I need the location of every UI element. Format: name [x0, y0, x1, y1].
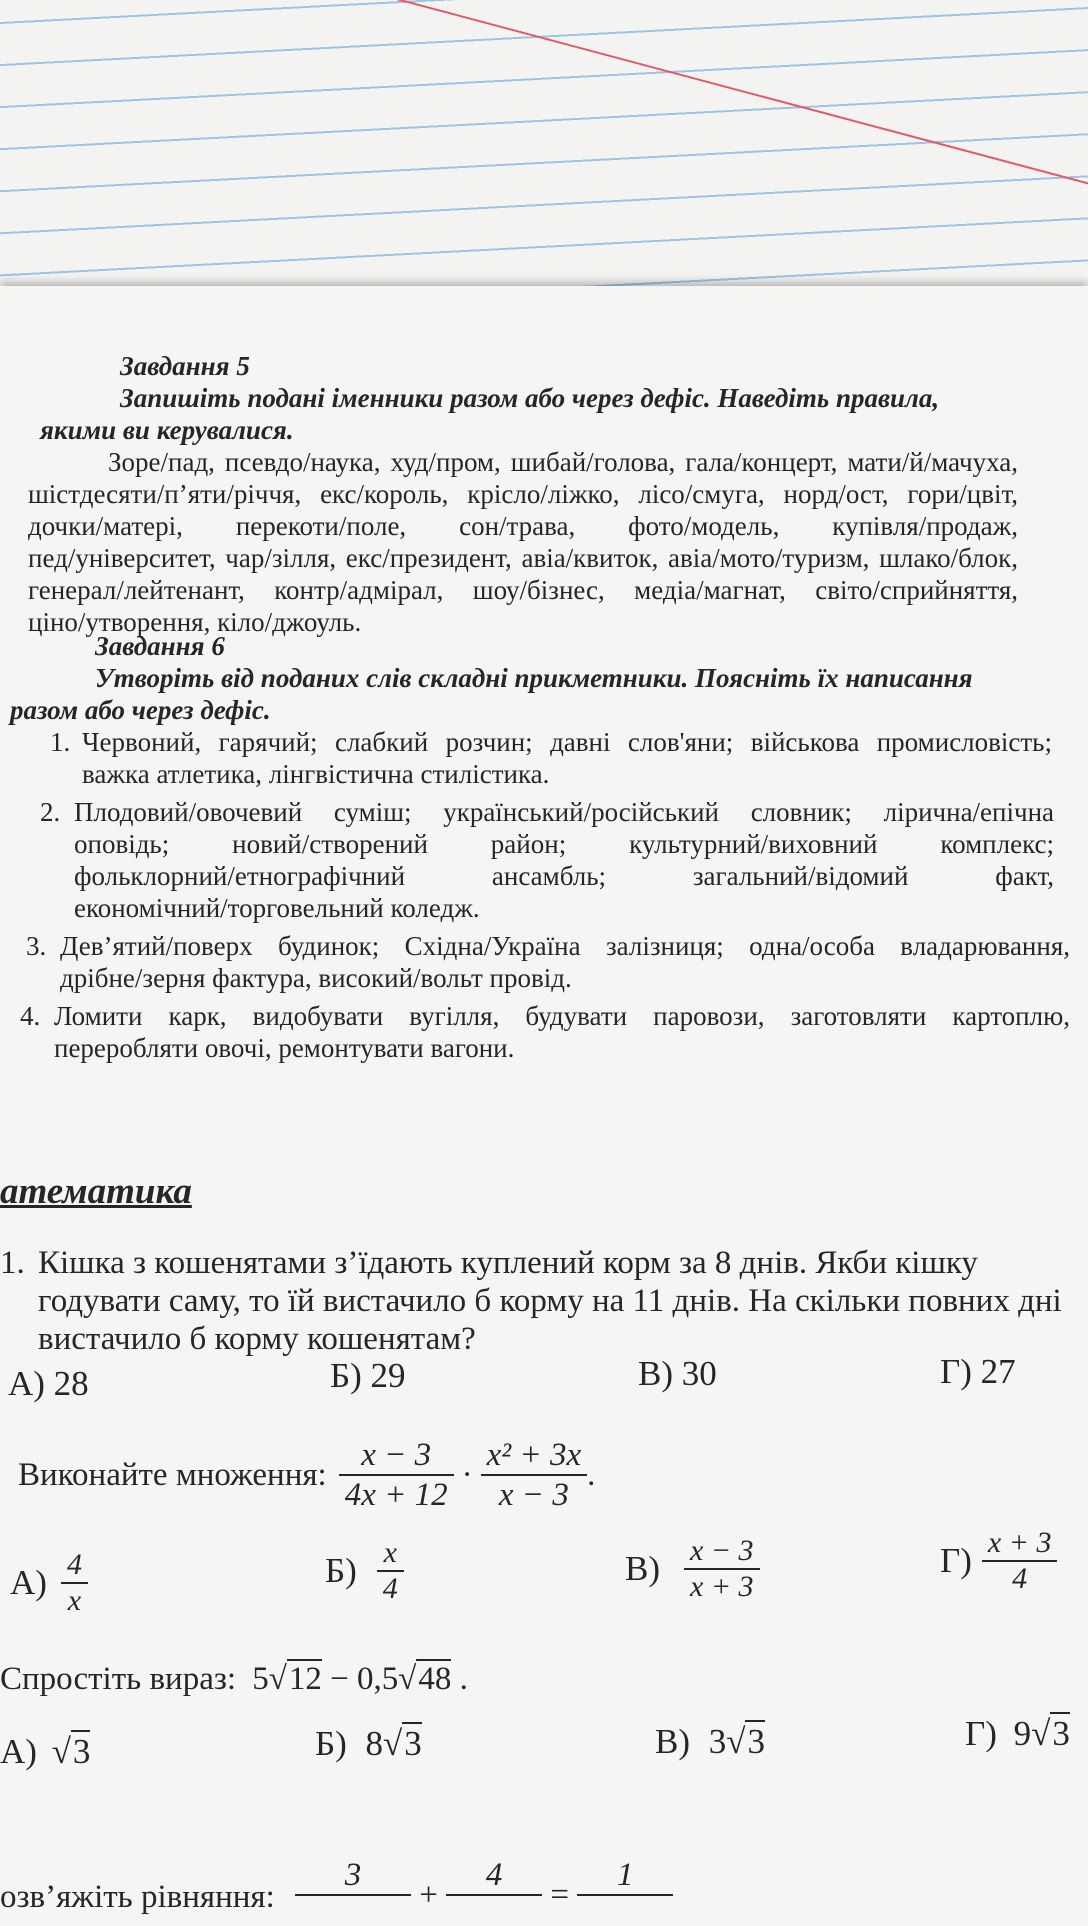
task5-title: Завдання 5 — [120, 351, 250, 381]
q4-line: озв’яжіть рівняння: 3 + 4 = 1 — [0, 1856, 673, 1916]
task6-instruction: Утворіть від поданих слів складні прикметники. Поясніть їх написання разом або через дефіс. — [10, 663, 973, 725]
task6-items — [20, 726, 1070, 1064]
task5-line: дочки/матері, перекоти/поле, сон/трава, фото/модель, купівля/продаж, — [28, 511, 1018, 541]
q3-option-d[interactable]: Г) 9√3 — [965, 1714, 1070, 1753]
q2-fraction-1: $\frac{x - 3}{4x + 12}$ — [339, 1436, 454, 1514]
q4-label: озв’яжіть рівняння: — [0, 1879, 275, 1915]
q2-label: Виконайте множення: — [18, 1457, 327, 1493]
math-section-title: атематика — [0, 1171, 192, 1212]
q1-option-b[interactable]: Б) 29 — [330, 1356, 406, 1395]
q2-option-b[interactable]: Б) $\frac{x}{4}$ — [325, 1536, 404, 1606]
q3-option-c[interactable]: В) 3√3 — [655, 1722, 765, 1761]
q1-number: 1. — [0, 1245, 25, 1281]
task5-instruction: Запишіть подані іменники разом або через дефіс. Наведіть правила, якими ви керувалися. — [40, 383, 940, 445]
q3-label: Спростіть вираз: — [0, 1661, 237, 1697]
q2-option-a[interactable]: А) $\frac{4}{x}$ — [10, 1548, 88, 1618]
task5-line: ціно/утворення, кіло/джоуль. — [28, 607, 362, 637]
q1-option-d[interactable]: Г) 27 — [940, 1352, 1016, 1391]
task5-words — [28, 446, 1018, 638]
q2-option-d[interactable]: Г) $\frac{x + 3}{4}$ — [940, 1526, 1057, 1596]
q1-text: Кішка з кошенятами з’їдають куплений корм за 8 днів. Якби кішку годувати саму, то їй вистачило б корму на 11 днів. На скільки повних дні вистачило б корму кошенятам? — [38, 1245, 1062, 1357]
q2-line: Виконайте множення: $\frac{x - 3}{4x + 12}$ · $\frac{\text{x² + 3x}}{x - 3}$ . — [18, 1437, 596, 1513]
task6-item: 1. Червоний, гарячий; слабкий розчин; давні слов'яни; військова промисловість; важка атлетика, лінгвістична стилістика. — [50, 727, 1052, 789]
task6-item: 4. Ломити карк, видобувати вугілля, будувати паровози, заготовляти картоплю, переробляти овочі, ремонтувати вагони. — [20, 1001, 1070, 1063]
task5-line: генерал/лейтенант, контр/адмірал, шоу/бізнес, медіа/магнат, світо/сприйняття, — [28, 575, 1018, 605]
q3-option-b[interactable]: Б) 8√3 — [315, 1724, 422, 1763]
q2-option-c[interactable]: В) $\frac{x - 3}{x + 3}$ — [625, 1534, 760, 1604]
worksheet — [0, 286, 1088, 1926]
sqrt-sign: √ — [268, 1661, 287, 1697]
sqrt-sign: √ — [398, 1661, 417, 1697]
task5-line: Зоре/пад, псевдо/наука, худ/пром, шибай/голова, гала/концерт, мати/й/мачуха, — [108, 447, 1018, 477]
task5-line: пед/університет, чар/зілля, екс/президент, авіа/квиток, авіа/мото/туризм, шлако/блок, — [28, 543, 1018, 573]
task6-item: 2. Плодовий/овочевий суміш; український/російський словник; лірична/епічна оповідь; новий/створений район; культурний/виховний комплекс; фольклорний/етнографічний ансамбль; загальний/відомий факт, економічний/торговельний коледж. — [40, 797, 1054, 923]
q3-line: Спростіть вираз: 5√12 − 0,5√48 . — [0, 1661, 468, 1697]
q1-option-a[interactable]: А) 28 — [8, 1364, 89, 1403]
task5-line: шістдесяти/п’яти/річчя, екс/король, крісло/ліжко, лісо/смуга, норд/ост, гори/цвіт, — [28, 479, 1018, 509]
q3-option-a[interactable]: А) √3 — [0, 1732, 91, 1771]
q1-option-c[interactable]: В) 30 — [638, 1354, 717, 1393]
q2-fraction-2: $\frac{\text{x² + 3x}}{x - 3}$ — [481, 1436, 587, 1514]
task6-item: 3. Дев’ятий/поверх будинок; Східна/Україна залізниця; одна/особа владарювання, дрібне/зерня фактура, високий/вольт провід. — [26, 931, 1070, 993]
task6-title: Завдання 6 — [95, 631, 225, 661]
q2-dot: · — [461, 1457, 473, 1493]
